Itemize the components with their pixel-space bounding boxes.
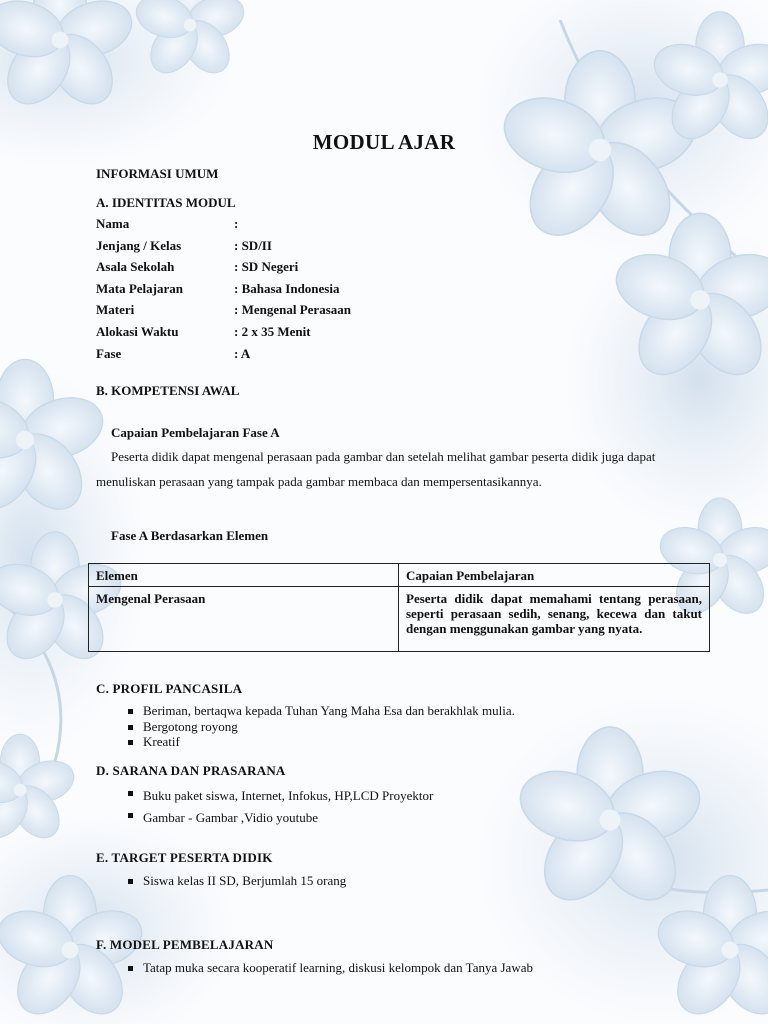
list-item: Siswa kelas II SD, Berjumlah 15 orang — [128, 873, 346, 889]
identity-value: : Bahasa Indonesia — [234, 281, 340, 296]
identity-label: Alokasi Waktu — [96, 324, 179, 339]
list-item: Tatap muka secara kooperatif learning, diskusi kelompok dan Tanya Jawab — [128, 960, 533, 976]
identity-value: : 2 x 35 Menit — [234, 324, 311, 339]
identity-value: : SD Negeri — [234, 259, 299, 274]
table-cell: Peserta didik dapat memahami tentang perasaan, seperti perasaan sedih, senang, kecewa dan takut dengan menggunakan gambar yang nyata. — [399, 587, 710, 652]
sarana-list — [128, 785, 433, 829]
table-row — [89, 587, 710, 652]
list-item: Gambar - Gambar ,Vidio youtube — [128, 807, 433, 829]
section-e-heading: E. TARGET PESERTA DIDIK — [96, 850, 273, 865]
section-f-heading: F. MODEL PEMBELAJARAN — [96, 937, 274, 952]
section-c-heading: C. PROFIL PANCASILA — [96, 681, 243, 696]
identity-label: Jenjang / Kelas — [96, 238, 182, 253]
elemen-table — [88, 563, 710, 652]
target-list — [128, 873, 346, 889]
identity-label: Materi — [96, 302, 135, 317]
model-list — [128, 960, 533, 976]
list-item: Bergotong royong — [128, 719, 515, 735]
section-b-heading: B. KOMPETENSI AWAL — [96, 383, 240, 398]
identity-label: Asala Sekolah — [96, 259, 175, 274]
table-header-cell: Elemen — [89, 564, 399, 587]
identity-label: Mata Pelajaran — [96, 281, 184, 296]
cp-paragraph: Peserta didik dapat mengenal perasaan pada gambar dan setelah melihat gambar peserta didik juga dapat menuliskan perasaan yang tampak pada gambar membaca dan mempersentasikannya. — [96, 449, 656, 489]
table-header-cell: Capaian Pembelajaran — [399, 564, 710, 587]
identity-label: Nama — [96, 216, 130, 231]
cp-heading: Capaian Pembelajaran Fase A — [111, 425, 280, 440]
list-item: Buku paket siswa, Internet, Infokus, HP,LCD Proyektor — [128, 785, 433, 807]
document-title: MODUL AJAR — [312, 130, 456, 154]
profil-list — [128, 703, 515, 750]
identity-label: Fase — [96, 346, 122, 361]
info-heading: INFORMASI UMUM — [96, 166, 219, 181]
table-cell: Mengenal Perasaan — [89, 587, 399, 652]
table-header-row — [89, 564, 710, 587]
identity-value: : A — [234, 346, 251, 361]
fase-heading: Fase A Berdasarkan Elemen — [111, 528, 269, 543]
section-d-heading: D. SARANA DAN PRASARANA — [96, 763, 286, 778]
list-item: Kreatif — [128, 734, 515, 750]
list-item: Beriman, bertaqwa kepada Tuhan Yang Maha Esa dan berakhlak mulia. — [128, 703, 515, 719]
section-a-heading: A. IDENTITAS MODUL — [96, 195, 236, 210]
identity-value: : SD/II — [234, 238, 272, 253]
identity-value: : Mengenal Perasaan — [234, 302, 351, 317]
identity-value: : — [234, 216, 239, 231]
